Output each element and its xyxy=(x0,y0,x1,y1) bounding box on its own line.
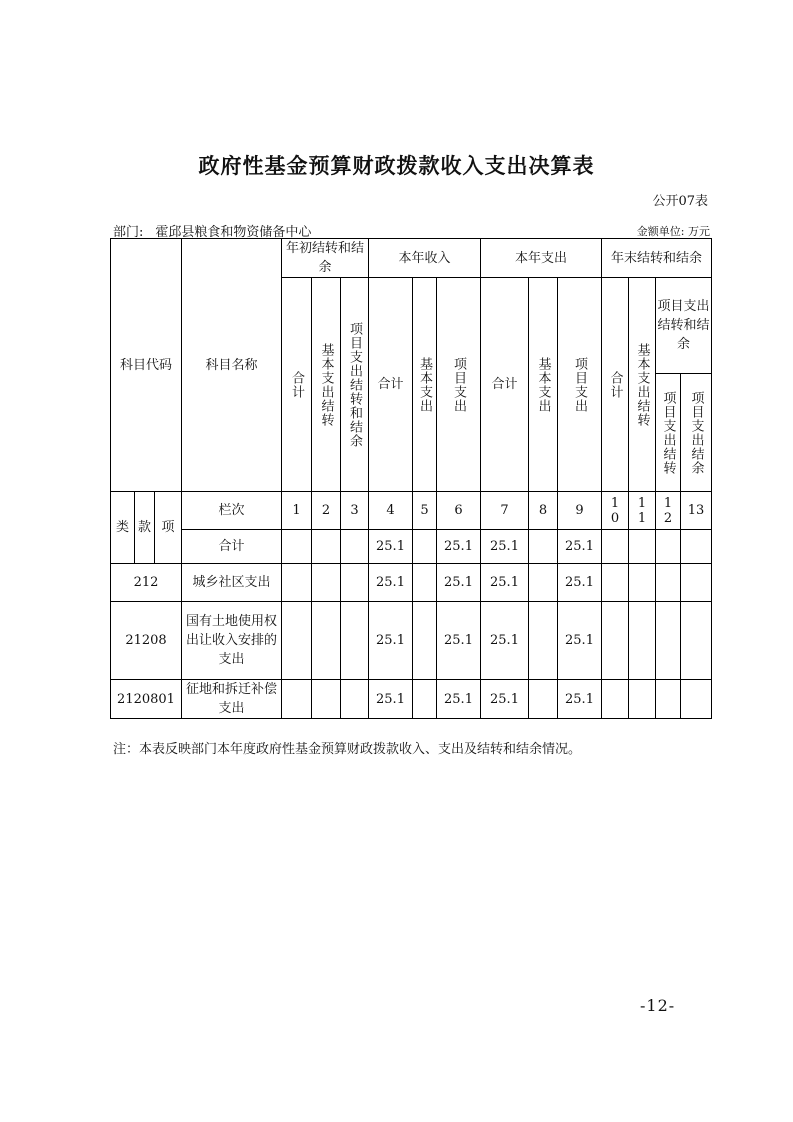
department-label: 部门: xyxy=(113,225,144,240)
amount-unit: 金额单位: 万元 xyxy=(636,225,710,238)
column-number: 10 xyxy=(602,492,629,530)
cell xyxy=(341,564,369,602)
header-closing-project-carry: 项目支出结转 xyxy=(656,374,681,492)
header-kuan: 款 xyxy=(135,492,155,564)
row-name: 城乡社区支出 xyxy=(182,564,282,602)
cell xyxy=(341,602,369,680)
cell xyxy=(602,602,629,680)
column-number: 4 xyxy=(369,492,413,530)
page-number: -12- xyxy=(640,996,676,1015)
column-number: 1 xyxy=(282,492,312,530)
cell xyxy=(681,530,712,564)
row-name: 合计 xyxy=(182,530,282,564)
header-expense-total: 合计 xyxy=(481,278,529,492)
header-xiang: 项 xyxy=(155,492,182,564)
header-closing-project: 项目支出结转和结余 xyxy=(656,278,712,374)
cell xyxy=(312,564,341,602)
cell xyxy=(629,564,656,602)
header-subject-name: 科目名称 xyxy=(182,239,282,492)
form-number: 公开07表 xyxy=(652,194,708,209)
cell xyxy=(413,564,437,602)
column-number: 7 xyxy=(481,492,529,530)
cell: 25.1 xyxy=(558,680,602,719)
cell: 25.1 xyxy=(481,564,529,602)
cell: 25.1 xyxy=(437,680,481,719)
cell xyxy=(529,602,558,680)
cell xyxy=(681,602,712,680)
row-code: 212 xyxy=(111,564,182,602)
column-number: 5 xyxy=(413,492,437,530)
cell xyxy=(413,680,437,719)
header-income-project: 项目支出 xyxy=(437,278,481,492)
cell xyxy=(629,530,656,564)
cell: 25.1 xyxy=(437,530,481,564)
header-closing-basic: 基本支出结转 xyxy=(629,278,656,492)
cell xyxy=(529,564,558,602)
cell xyxy=(282,602,312,680)
column-number: 11 xyxy=(629,492,656,530)
cell xyxy=(282,680,312,719)
header-closing-balance: 年末结转和结余 xyxy=(602,239,712,278)
column-number: 13 xyxy=(681,492,712,530)
cell: 25.1 xyxy=(369,602,413,680)
header-current-income: 本年收入 xyxy=(369,239,481,278)
cell xyxy=(681,564,712,602)
cell xyxy=(629,680,656,719)
header-income-total: 合计 xyxy=(369,278,413,492)
cell xyxy=(413,530,437,564)
column-number: 6 xyxy=(437,492,481,530)
header-subject-code: 科目代码 xyxy=(111,239,182,492)
cell xyxy=(681,680,712,719)
cell xyxy=(282,530,312,564)
cell xyxy=(629,602,656,680)
header-closing-total: 合计 xyxy=(602,278,629,492)
table-row xyxy=(111,602,712,680)
header-income-basic: 基本支出 xyxy=(413,278,437,492)
row-code: 21208 xyxy=(111,602,182,680)
header-opening-balance: 年初结转和结余 xyxy=(282,239,369,278)
cell xyxy=(341,530,369,564)
cell xyxy=(312,680,341,719)
column-number: 2 xyxy=(312,492,341,530)
cell xyxy=(656,602,681,680)
header-closing-project-surplus: 项目支出结余 xyxy=(681,374,712,492)
cell: 25.1 xyxy=(558,602,602,680)
column-number: 8 xyxy=(529,492,558,530)
cell: 25.1 xyxy=(437,602,481,680)
header-expense-project: 项目支出 xyxy=(558,278,602,492)
column-number: 12 xyxy=(656,492,681,530)
table-row xyxy=(111,530,712,564)
row-name: 国有土地使用权出让收入安排的支出 xyxy=(182,602,282,680)
column-number: 3 xyxy=(341,492,369,530)
row-name: 征地和拆迁补偿支出 xyxy=(182,680,282,719)
header-opening-total: 合计 xyxy=(282,278,312,492)
table-row xyxy=(111,564,712,602)
cell xyxy=(341,680,369,719)
header-expense-basic: 基本支出 xyxy=(529,278,558,492)
fund-budget-table xyxy=(110,238,712,719)
header-current-expense: 本年支出 xyxy=(481,239,602,278)
cell: 25.1 xyxy=(558,564,602,602)
cell: 25.1 xyxy=(437,564,481,602)
cell xyxy=(656,680,681,719)
cell xyxy=(312,602,341,680)
cell xyxy=(312,530,341,564)
cell: 25.1 xyxy=(481,602,529,680)
header-lei: 类 xyxy=(111,492,135,564)
cell xyxy=(529,530,558,564)
cell xyxy=(529,680,558,719)
header-column-index: 栏次 xyxy=(182,492,282,530)
cell: 25.1 xyxy=(481,680,529,719)
cell: 25.1 xyxy=(369,530,413,564)
cell xyxy=(282,564,312,602)
department-name: 霍邱县粮食和物资储备中心 xyxy=(155,225,312,240)
header-opening-project: 项目支出结转和结余 xyxy=(341,278,369,492)
cell xyxy=(602,564,629,602)
row-code: 2120801 xyxy=(111,680,182,719)
cell xyxy=(656,564,681,602)
cell: 25.1 xyxy=(369,564,413,602)
page-title: 政府性基金预算财政拨款收入支出决算表 xyxy=(198,154,595,178)
table-row xyxy=(111,680,712,719)
table-note: 注：本表反映部门本年度政府性基金预算财政拨款收入、支出及结转和结余情况。 xyxy=(113,742,582,757)
column-number: 9 xyxy=(558,492,602,530)
cell xyxy=(656,530,681,564)
cell xyxy=(602,680,629,719)
cell: 25.1 xyxy=(481,530,529,564)
cell: 25.1 xyxy=(558,530,602,564)
cell xyxy=(413,602,437,680)
cell xyxy=(602,530,629,564)
header-opening-basic: 基本支出结转 xyxy=(312,278,341,492)
cell: 25.1 xyxy=(369,680,413,719)
